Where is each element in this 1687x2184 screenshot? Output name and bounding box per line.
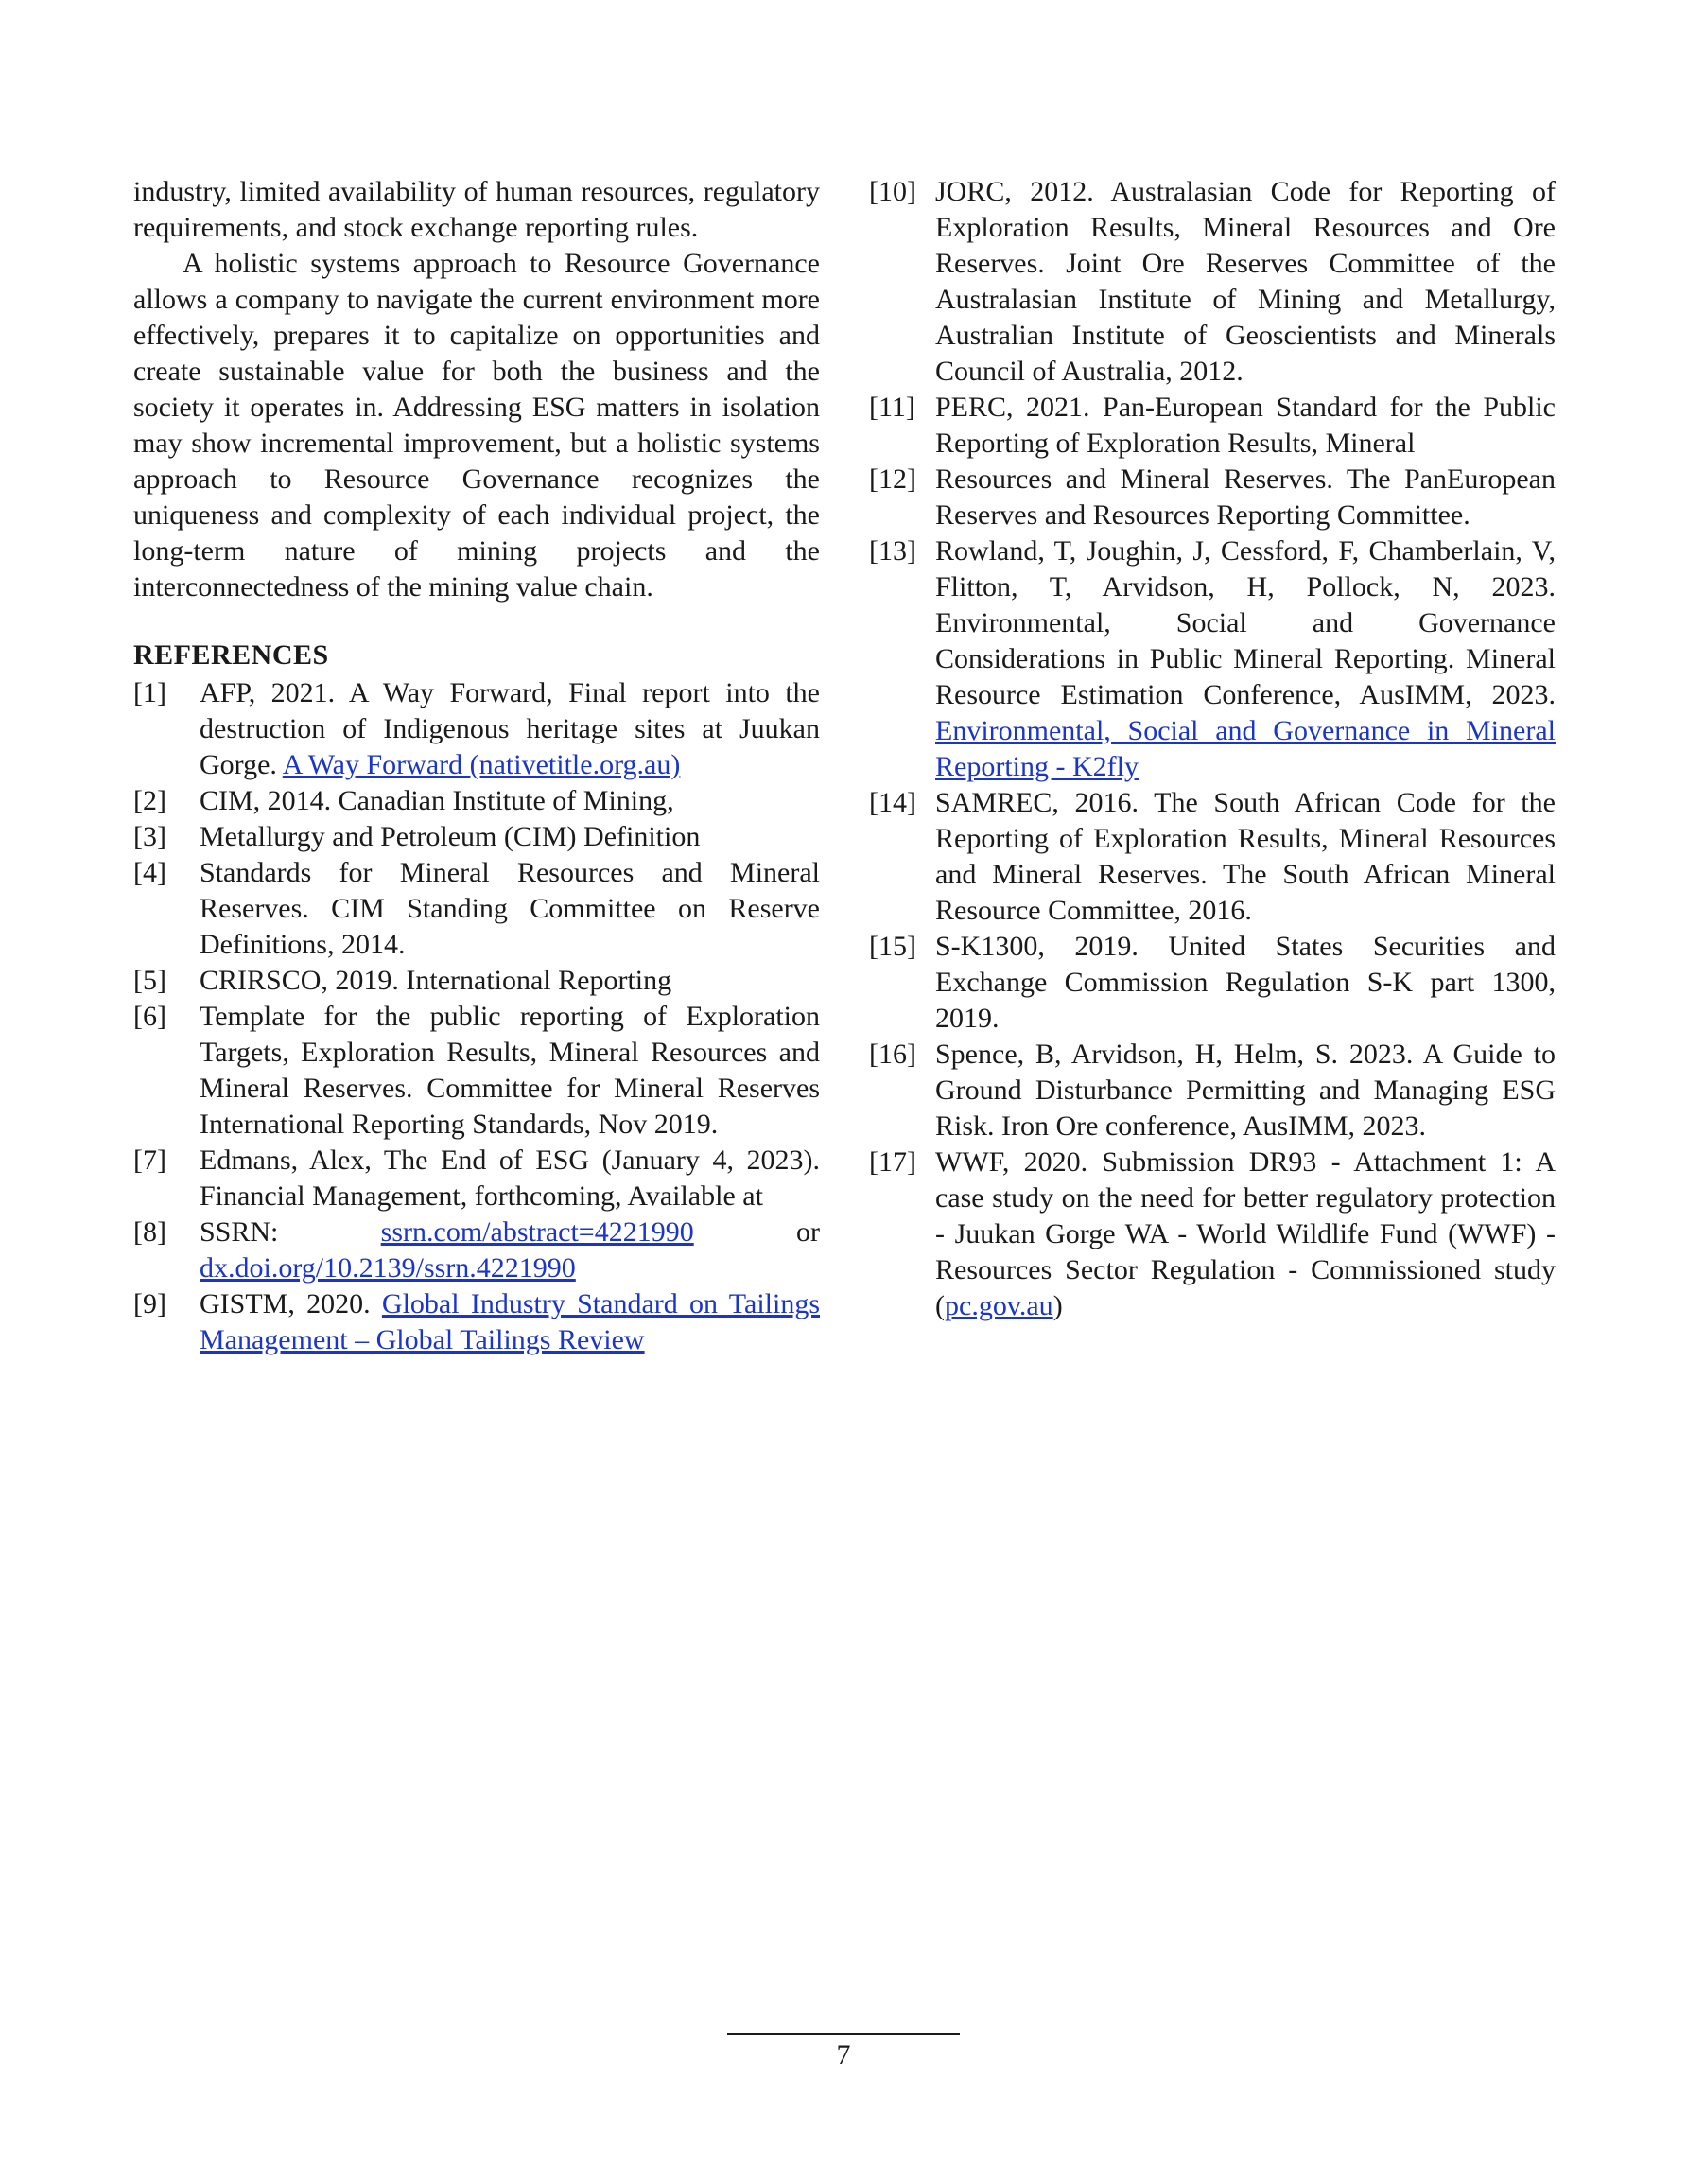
reference-item-15 — [869, 929, 1556, 1037]
reference-item-1 — [133, 675, 820, 783]
reference-number: [8] — [133, 1216, 166, 1248]
reference-text: Template for the public reporting of Exploration Targets, Exploration Results, Mineral Resources and Mineral Reserves. Committee for Mineral Reserves International Reporting Standards, Nov 2019. — [200, 1001, 820, 1140]
reference-number: [5] — [133, 965, 166, 996]
footer-rule — [727, 2033, 960, 2035]
reference-text: S-K1300, 2019. United States Securities and Exchange Commission Regulation S-K part 1300, 2019. — [935, 931, 1556, 1034]
reference-item-8: [8] SSRN: ssrn.com/abstract=4221990 or dx.doi.org/10.2139/ssrn.4221990 — [133, 1216, 820, 1284]
reference-number: [13] — [869, 535, 916, 567]
reference-item-9 — [133, 1286, 820, 1358]
reference-text: Metallurgy and Petroleum (CIM) Definition — [200, 821, 701, 852]
reference-item-16 — [869, 1037, 1556, 1144]
reference-number: [4] — [133, 857, 166, 888]
reference-number: [11] — [869, 392, 915, 423]
body-paragraph-2: A holistic systems approach to Resource Governance allows a company to navigate the current environment more effectively, prepares it to capitalize on opportunities and create sustainable value for both the business and the society it operates in. Addressing ESG matters in isolation may show incremental improvement, but a holistic systems approach to Resource Governance recognizes the uniqueness and complexity of each individual project, the long-term nature of mining projects and the interconnectedness of the mining value chain. — [133, 248, 820, 603]
reference-text: CRIRSCO, 2019. International Reporting — [200, 965, 672, 996]
references-heading: REFERENCES — [133, 639, 329, 671]
reference-number: [3] — [133, 821, 166, 852]
page-number: 7 — [836, 2039, 851, 2070]
reference-number: [1] — [133, 677, 166, 708]
reference-item-2 — [133, 783, 820, 819]
reference-number: [6] — [133, 1001, 166, 1032]
reference-item-12 — [869, 462, 1556, 533]
reference-text: GISTM, 2020. — [200, 1288, 382, 1319]
reference-text: WWF, 2020. Submission DR93 - Attachment 1: A case study on the need for better regulatory protection - Juukan Gorge WA - World Wildlife Fund (WWF) - Resources Sector Regulation - Commissioned study ( — [935, 1146, 1556, 1321]
reference-number: [9] — [133, 1288, 166, 1319]
reference-text: Edmans, Alex, The End of ESG (January 4, 2023). Financial Management, forthcoming, Available at — [200, 1144, 820, 1212]
right-column — [869, 174, 1556, 1324]
reference-item-17: [17] WWF, 2020. Submission DR93 - Attachment 1: A case study on the need for better regulatory protection - Juukan Gorge WA - World Wildlife Fund (WWF) - Resources Sector Regulation - Commissioned study (pc.gov.au) — [869, 1146, 1556, 1321]
reference-text: Resources and Mineral Reserves. The PanEuropean Reserves and Resources Reporting Committee. — [935, 463, 1556, 531]
reference-text: PERC, 2021. Pan-European Standard for the Public Reporting of Exploration Results, Mineral — [935, 392, 1556, 459]
reference-item-5 — [133, 963, 820, 999]
reference-number: [17] — [869, 1146, 916, 1178]
reference-text: Spence, B, Arvidson, H, Helm, S. 2023. A Guide to Ground Disturbance Permitting and Managing ESG Risk. Iron Ore conference, AusIMM, 2023. — [935, 1039, 1556, 1142]
reference-link[interactable]: pc.gov.au — [945, 1290, 1053, 1321]
reference-item-7 — [133, 1143, 820, 1214]
reference-item-14 — [869, 785, 1556, 929]
reference-item-6 — [133, 999, 820, 1143]
reference-link[interactable]: Global Industry Standard on Tailings Management – Global Tailings Review — [200, 1288, 820, 1355]
left-column — [133, 174, 820, 1358]
reference-number: [10] — [869, 176, 916, 207]
reference-item-13 — [869, 533, 1556, 785]
reference-text: AFP, 2021. A Way Forward, Final report into the destruction of Indigenous heritage sites at Juukan Gorge. — [200, 677, 820, 780]
reference-link[interactable]: A Way Forward (nativetitle.org.au) — [282, 749, 681, 780]
reference-text: CIM, 2014. Canadian Institute of Mining, — [200, 785, 674, 816]
reference-number: [12] — [869, 463, 916, 495]
reference-number: [7] — [133, 1144, 166, 1176]
doi-link[interactable]: dx.doi.org/10.2139/ssrn.4221990 — [200, 1252, 576, 1284]
reference-link[interactable]: Environmental, Social and Governance in Mineral Reporting - K2fly — [935, 715, 1556, 782]
reference-number: [16] — [869, 1039, 916, 1070]
reference-text: SSRN: — [200, 1216, 381, 1248]
reference-item-11 — [869, 390, 1556, 462]
reference-item-10 — [869, 174, 1556, 390]
reference-text: SAMREC, 2016. The South African Code for the Reporting of Exploration Results, Mineral Resources and Mineral Reserves. The South African Mineral Resource Committee, 2016. — [935, 787, 1556, 926]
reference-text: JORC, 2012. Australasian Code for Reporting of Exploration Results, Mineral Resources and Ore Reserves. Joint Ore Reserves Committee of the Australasian Institute of Mining and Metallurgy, Australian Institute of Geoscientists and Minerals Council of Australia, 2012. — [935, 176, 1556, 387]
reference-text: Standards for Mineral Resources and Mineral Reserves. CIM Standing Committee on Reserve Definitions, 2014. — [200, 857, 820, 960]
reference-number: [15] — [869, 931, 916, 962]
body-paragraph-1: industry, limited availability of human resources, regulatory requirements, and stock exchange reporting rules. — [133, 176, 820, 243]
reference-number: [2] — [133, 785, 166, 816]
ssrn-link[interactable]: ssrn.com/abstract=4221990 — [380, 1216, 694, 1248]
reference-item-3 — [133, 819, 820, 855]
reference-number: [14] — [869, 787, 916, 818]
reference-text: Rowland, T, Joughin, J, Cessford, F, Chamberlain, V, Flitton, T, Arvidson, H, Pollock, N, 2023. Environmental, Social and Governance Considerations in Public Mineral Reporting. Mineral Resource Estimation Conference, AusIMM, 2023. — [935, 535, 1556, 710]
reference-item-4 — [133, 855, 820, 963]
